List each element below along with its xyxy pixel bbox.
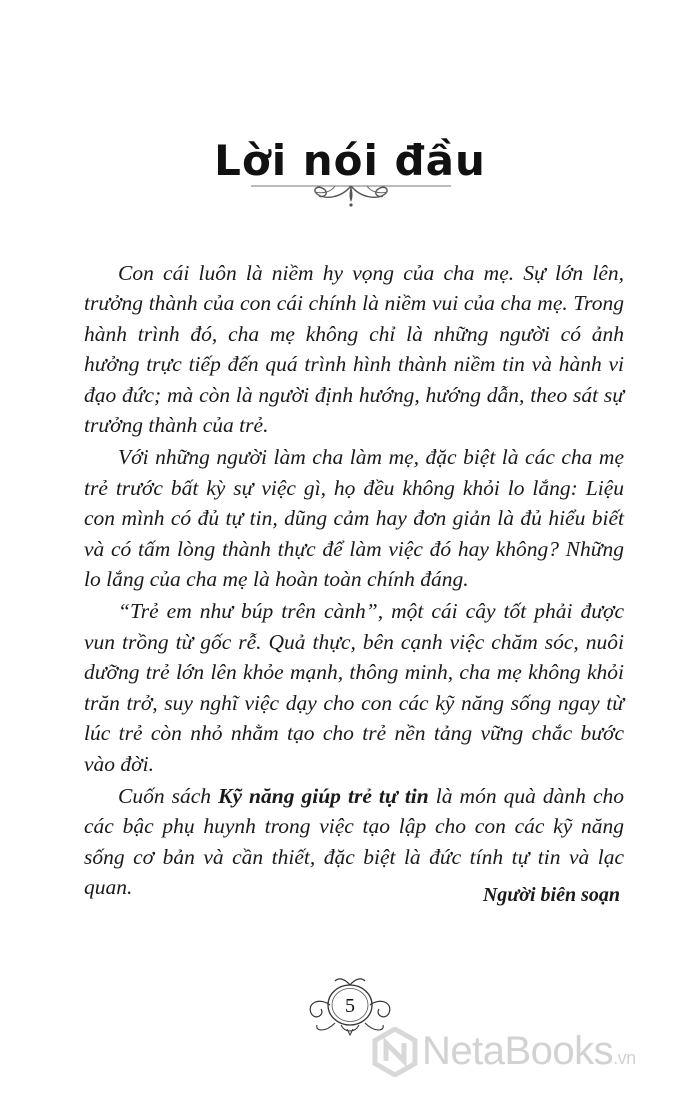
netabooks-logo-icon — [370, 1027, 420, 1077]
signature: Người biên soạn — [482, 884, 620, 906]
page-number: 5 — [345, 995, 355, 1017]
paragraph-4-before: Cuốn sách — [118, 783, 219, 808]
watermark-brand: NetaBooks — [422, 1029, 614, 1073]
paragraph-2: Với những người làm cha làm mẹ, đặc biệt là các cha mẹ trẻ trước bất kỳ sự việc gì, họ đều không khỏi lo lắng: Liệu con mình có đủ tự tin, dũng cảm hay đơn giản là đủ hiểu biết và có tấm lòng thành thực để làm việc đó hay không? Những lo lắng của cha mẹ là hoàn toàn chính đáng. — [84, 445, 624, 592]
paragraph-1: Con cái luôn là niềm hy vọng của cha mẹ. Sự lớn lên, trưởng thành của con cái chính là niềm vui của cha mẹ. Trong hành trình đó, cha mẹ không chỉ là những người có ảnh hưởng trực tiếp đến quá trình hình thành niềm tin và hành vi đạo đức; mà còn là người định hướng, hướng dẫn, theo sát sự trưởng thành của trẻ. — [84, 261, 624, 438]
paragraph-3: “Trẻ em như búp trên cành”, một cái cây tốt phải được vun trồng từ gốc rễ. Quả thực, bên cạnh việc chăm sóc, nuôi dưỡng trẻ lớn lên khỏe mạnh, thông minh, cha mẹ không khỏi trăn trở, suy nghĩ việc dạy cho con các kỹ năng sống ngay từ lúc trẻ còn nhỏ nhằm tạo cho trẻ nền tảng vững chắc bước vào đời. — [84, 599, 624, 776]
watermark — [370, 1023, 690, 1083]
page-title: Lời nói đầu — [214, 136, 486, 185]
paragraph-4-after: là món quà dành cho các bậc phụ huynh trong việc tạo lập cho con các kỹ năng sống cơ bản và cần thiết, đặc biệt là đức tính tự tin và lạc quan. — [84, 783, 625, 900]
title-ornament — [245, 172, 457, 212]
preface-body — [84, 258, 624, 905]
watermark-suffix: .vn — [613, 1048, 636, 1068]
book-title: Kỹ năng giúp trẻ tự tin — [218, 783, 429, 808]
watermark-text — [422, 1029, 636, 1074]
